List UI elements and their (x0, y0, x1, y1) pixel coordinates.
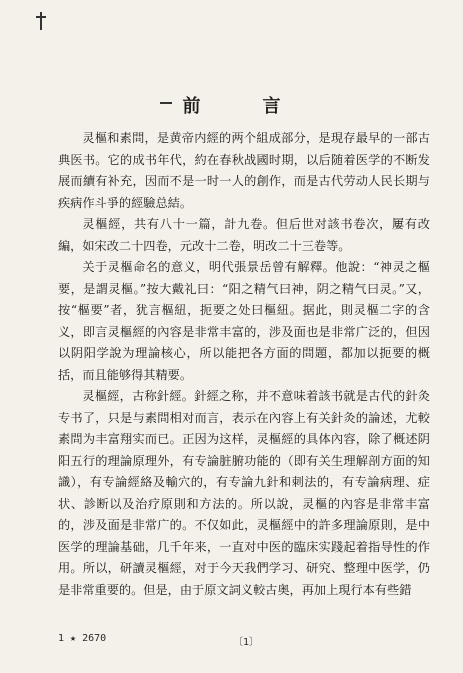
corner-mark (36, 16, 46, 18)
corner-mark (40, 12, 42, 30)
paragraph: 灵樞經，古称針經。針經之称，并不意味着該书就是古代的針灸专书了，只是与素問相对而言，表示在內容上有关針灸的論述，尤較素問为丰富翔实而已。正因为这样，灵樞經的具体內容，除了概述阴阳五行的理論原理外，有专論脏腑功能的（即有关生理解剖方面的知識），有专論經絡及輸穴的，有专論九針和刺法的，有专論病理、症状、診断以及治疗原則和方法的。所以說，灵樞的內容是非常丰富的，涉及面是非常广的。不仅如此，灵樞經中的許多理論原則，是中医学的理論基础，几千年来，一直对中医的臨床实踐起着指导性的作用。所以，研讀灵樞經，对于今天我們学习、研究、整理中医学，仍是非常重要的。但是，由于原文詞义較古奥，再加上現行本有些錯 (58, 389, 430, 597)
paragraph: 灵樞經，共有八十一篇，計九卷。但后世对該书卷次，屢有改編，如宋改二十四卷，元改十二卷，明改二十三卷等。 (58, 217, 430, 253)
paragraph: 关于灵樞命名的意义，明代張景岳曾有解釋。他說：“神灵之樞要，是謂灵樞。”按大戴礼曰：“阳之精气曰神，阴之精气曰灵。”又，按“樞要”者，犹言樞紐，扼要之处曰樞紐。据此，則灵樞二字的含义，即言灵樞經的內容是非常丰富的，涉及面也是非常广泛的，但因以阴阳学說为理論核心，所以能把各方面的問題，都加以扼要的概括，而且能够得其精要。 (58, 260, 430, 382)
page-number: 〔1〕 (233, 637, 260, 648)
paragraph: 灵樞和素問，是黄帝内經的两个組成部分，是現存最早的一部古典医书。它的成书年代，約在春秋战國时期，以后随着医学的不断发展而續有补充，因而不是一时一人的創作，而是古代劳动人民长期与疾病作斗爭的經驗总結。 (58, 131, 430, 210)
body-text (58, 128, 430, 601)
print-code: 1 ★ 2670 (58, 633, 107, 644)
page-title: 前 言 (182, 96, 303, 117)
